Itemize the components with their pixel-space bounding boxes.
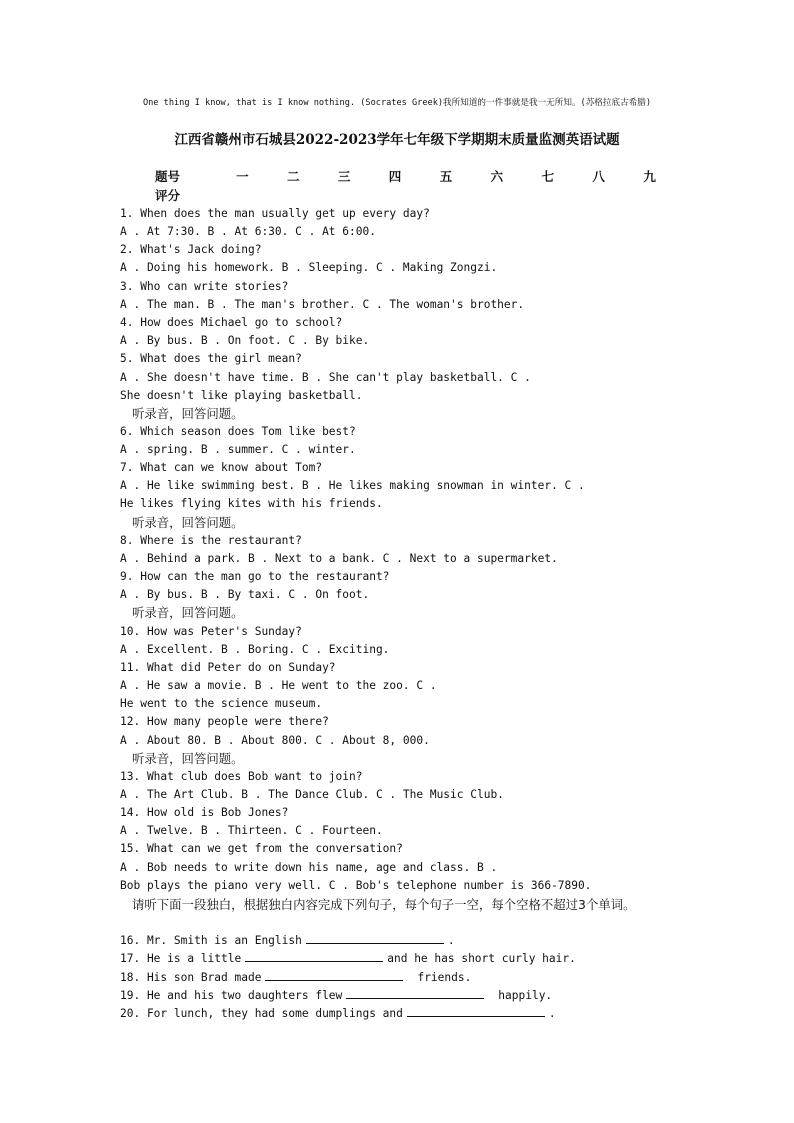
question-20-text: 20. For lunch, they had some dumplings and [120,1007,403,1020]
question-1: 1. When does the man usually get up every day? [120,207,430,220]
question-16-end: . [447,934,455,947]
answer-blank[interactable] [346,987,484,999]
score-column: 七 [541,168,555,184]
question-12: 12. How many people were there? [120,715,329,728]
question-17 [120,950,690,967]
question-15-options: A . Bob needs to write down his name, age and class. B . [120,861,498,874]
question-13-options: A . The Art Club. B . The Dance Club. C . The Music Club. [120,788,504,801]
section-instruction: 听录音，回答问题。 [132,406,244,421]
question-18-text: 18. His son Brad made [120,971,262,984]
question-7: 7. What can we know about Tom? [120,461,323,474]
question-20-end: . [548,1007,556,1020]
question-7-options: A . He like swimming best. B . He likes making snowman in winter. C . [120,479,585,492]
question-1-options: A . At 7:30. B . At 6:30. C . At 6:00. [120,225,376,238]
question-11-options: A . He saw a movie. B . He went to the zoo. C . [120,679,437,692]
exam-title: 江西省赣州市石城县2022-2023学年七年级下学期期末质量监测英语试题 [174,132,620,148]
score-column: 八 [592,168,605,184]
score-row-label: 评分 [155,187,181,203]
question-19-end: happily. [498,989,553,1002]
section-instruction: 听录音，回答问题。 [132,605,244,620]
question-2: 2. What's Jack doing? [120,243,262,256]
question-19-text: 19. He and his two daughters flew [120,989,343,1002]
question-11-options-cont: He went to the science museum. [120,697,323,710]
question-10: 10. How was Peter's Sunday? [120,625,302,638]
question-4: 4. How does Michael go to school? [120,316,343,329]
question-3: 3. Who can write stories? [120,280,289,293]
score-header-row [155,166,675,185]
question-16-text: 16. Mr. Smith is an English [120,934,302,947]
question-15: 15. What can we get from the conversation? [120,842,403,855]
section-instruction: 听录音，回答问题。 [132,751,244,766]
question-18 [120,969,690,986]
answer-blank[interactable] [245,950,383,962]
question-8: 8. Where is the restaurant? [120,534,302,547]
question-9: 9. How can the man go to the restaurant? [120,570,390,583]
question-11: 11. What did Peter do on Sunday? [120,661,336,674]
score-column: 四 [388,168,402,184]
question-5-options: A . She doesn't have time. B . She can't play basketball. C . [120,371,531,384]
question-3-options: A . The man. B . The man's brother. C . The woman's brother. [120,298,525,311]
section-instruction: 请听下面一段独白，根据独白内容完成下列句子，每个句子一空，每个空格不超过3个单词。 [132,897,636,912]
score-value-row [155,185,675,204]
score-column: 二 [286,168,300,184]
question-17-text: 17. He is a little [120,952,242,965]
question-12-options: A . About 80. B . About 800. C . About 8, 000. [120,734,430,747]
section-instruction: 听录音，回答问题。 [132,515,244,530]
question-14-options: A . Twelve. B . Thirteen. C . Fourteen. [120,824,383,837]
question-15-options-cont: Bob plays the piano very well. C . Bob's telephone number is 366-7890. [120,879,592,892]
score-table [155,166,675,204]
question-5-options-cont: She doesn't like playing basketball. [120,389,363,402]
question-14: 14. How old is Bob Jones? [120,806,289,819]
question-20 [120,1005,690,1022]
score-column: 六 [490,168,504,184]
question-16 [120,932,690,949]
score-column: 五 [439,168,453,184]
question-10-options: A . Excellent. B . Boring. C . Exciting. [120,643,390,656]
question-13: 13. What club does Bob want to join? [120,770,363,783]
answer-blank[interactable] [306,932,444,944]
question-4-options: A . By bus. B . On foot. C . By bike. [120,334,370,347]
score-column: 九 [643,168,656,184]
question-6: 6. Which season does Tom like best? [120,425,356,438]
question-5: 5. What does the girl mean? [120,352,302,365]
score-header-label: 题号 [155,168,181,184]
score-column: 一 [236,168,249,184]
question-7-options-cont: He likes flying kites with his friends. [120,497,383,510]
question-6-options: A . spring. B . summer. C . winter. [120,443,356,456]
question-9-options: A . By bus. B . By taxi. C . On foot. [120,588,370,601]
question-18-end: friends. [417,971,472,984]
question-8-options: A . Behind a park. B . Next to a bank. C . Next to a supermarket. [120,552,558,565]
answer-blank[interactable] [265,969,403,981]
answer-blank[interactable] [407,1005,545,1017]
question-2-options: A . Doing his homework. B . Sleeping. C . Making Zongzi. [120,261,498,274]
question-17-end: and he has short curly hair. [387,952,576,965]
page-motto: One thing I know, that is I know nothing. (Socrates Greek)我所知道的一件事就是我一无所知。(苏格拉底古希腊) [142,98,652,108]
question-19 [120,987,690,1004]
score-column: 三 [337,168,351,184]
